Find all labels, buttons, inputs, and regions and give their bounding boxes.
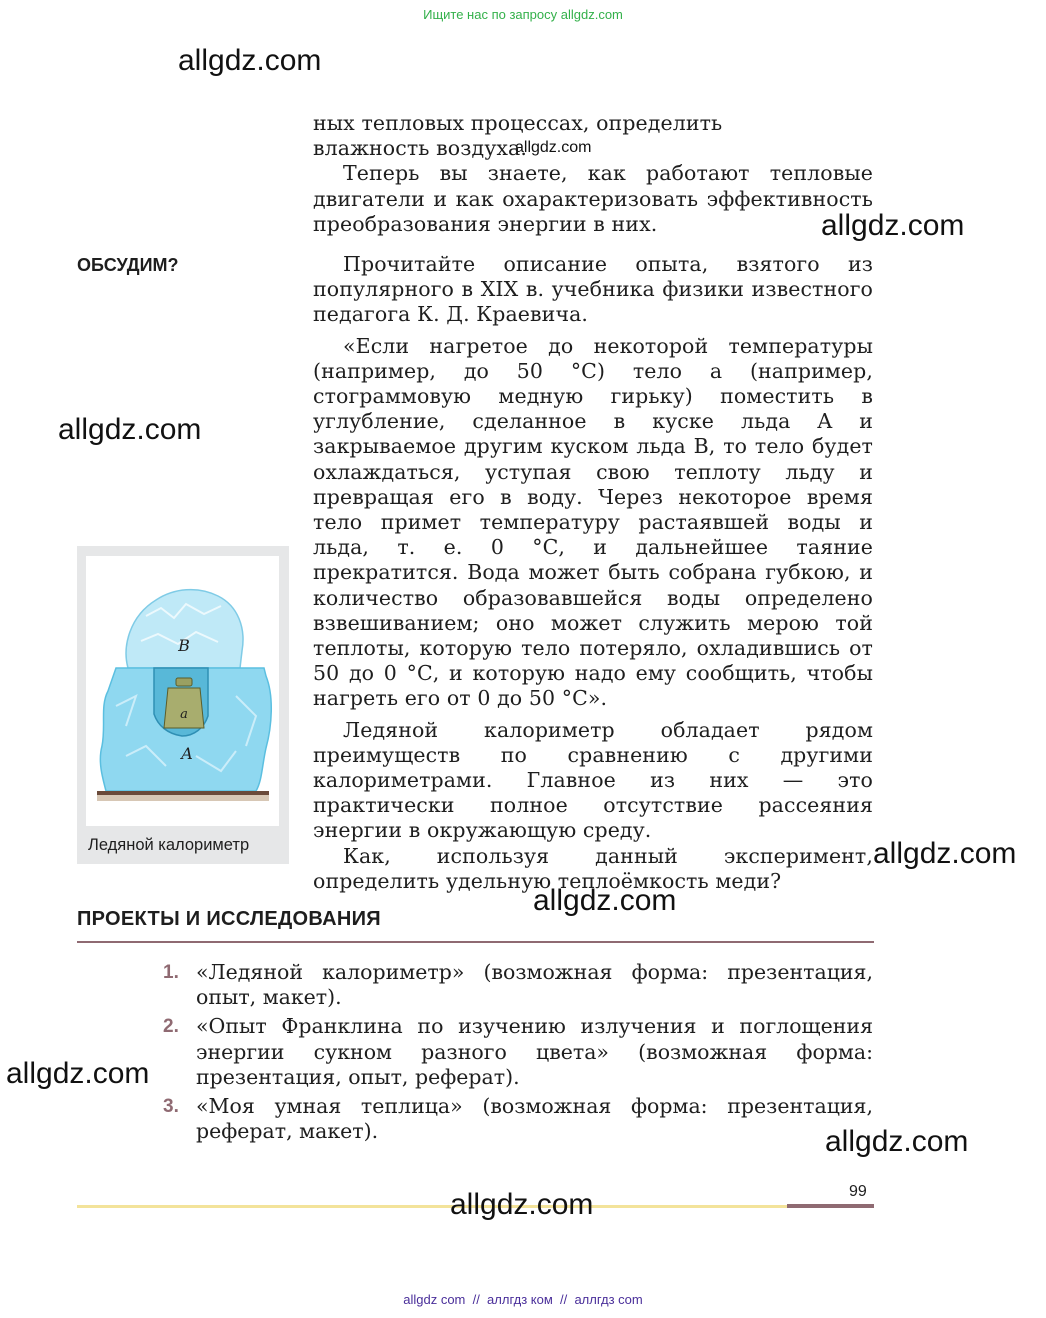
watermark: allgdz.com [821,209,965,242]
footer-line [77,1205,787,1208]
watermark: allgdz.com [178,44,322,77]
watermark: allgdz.com [58,413,202,446]
ice-block-b [126,590,243,668]
weight-knob [176,678,192,686]
quote-paragraph: «Если нагретое до некоторой температуры (например, до 50 °С) тело a (например, стограммовую медную гирьку) поместить в углубление, сделанное в куске льда A и закрываемое другим куском льда B, то тело будет охлаждаться, уступая свою теплоту льду и превращая его в воду. Через некоторое время тело примет температуру растаявшей воды и льда, т. е. 0 °С, и дальнейшее таяние прекратится. Вода может быть собрана губкою, и количество образовавшейся воды определено взвешиванием; оно может служить мерою той теплоты, которую тело потеряло, охладившись от 50 до 0 °С, и которую надо ему сообщить, чтобы нагреть его от 0 до 50 °С». [313,333,873,711]
projects-heading: ПРОЕКТЫ И ИССЛЕДОВАНИЯ [77,908,381,930]
watermark: allgdz.com [825,1125,969,1158]
list-item [163,960,873,1010]
table-surface [97,791,269,795]
figure-image-area [86,556,279,826]
question-paragraph: Как, используя данный эксперимент, определить удельную теплоёмкость меди? [313,843,873,893]
footer-accent-line [787,1204,874,1208]
page-number: 99 [849,1183,867,1200]
watermark: allgdz.com [533,884,677,917]
list-number: 3. [163,1096,179,1118]
intro-paragraph: ных тепловых процессах, определить влажность воздуха. [313,111,723,161]
watermark: allgdz.com [515,139,592,156]
list-text: «Опыт Франклина по изучению излучения и поглощения энергии сукном разного цвета» (возможная форма: презентация, опыт, реферат). [196,1014,873,1089]
search-banner[interactable]: Ищите нас по запросу allgdz.com [423,7,623,22]
label-weight-a: a [180,707,188,722]
watermark: allgdz.com [450,1188,594,1221]
list-text: «Ледяной калориметр» (возможная форма: презентация, опыт, макет). [196,960,873,1010]
ice-calorimeter-illustration [86,556,279,826]
list-item [163,1094,873,1144]
section-divider [77,941,874,943]
bottom-links[interactable]: allgdz com // аллгдз ком // аллгдз com [403,1292,643,1307]
watermark: allgdz.com [6,1057,150,1090]
discuss-paragraph: Прочитайте описание опыта, взятого из популярного в XIX в. учебника физики известного педагога К. Д. Краевича. [313,252,873,327]
label-ice-b: B [178,636,190,655]
projects-list [163,960,873,1148]
discuss-text [313,252,873,894]
label-ice-a: A [181,744,193,763]
discuss-heading: ОБСУДИМ? [77,255,179,275]
list-item [163,1014,873,1090]
table-surface-shade [97,795,269,801]
intro-text [313,111,873,237]
list-text: «Моя умная теплица» (возможная форма: презентация, реферат, макет). [196,1094,873,1144]
list-number: 1. [163,962,179,983]
watermark: allgdz.com [873,837,1017,870]
list-number: 2. [163,1016,179,1038]
figure-caption: Ледяной калориметр [88,836,250,854]
discuss-paragraph: Ледяной калориметр обладает рядом преимуществ по сравнению с другими калориметрами. Главное из них — это практически полное отсутствие рассеяния энергии в окружающую среду. [313,717,873,843]
intro-paragraph: Теперь вы знаете, как работают тепловые двигатели и как охарактеризовать эффективность преобразования энергии в них. [313,161,873,236]
